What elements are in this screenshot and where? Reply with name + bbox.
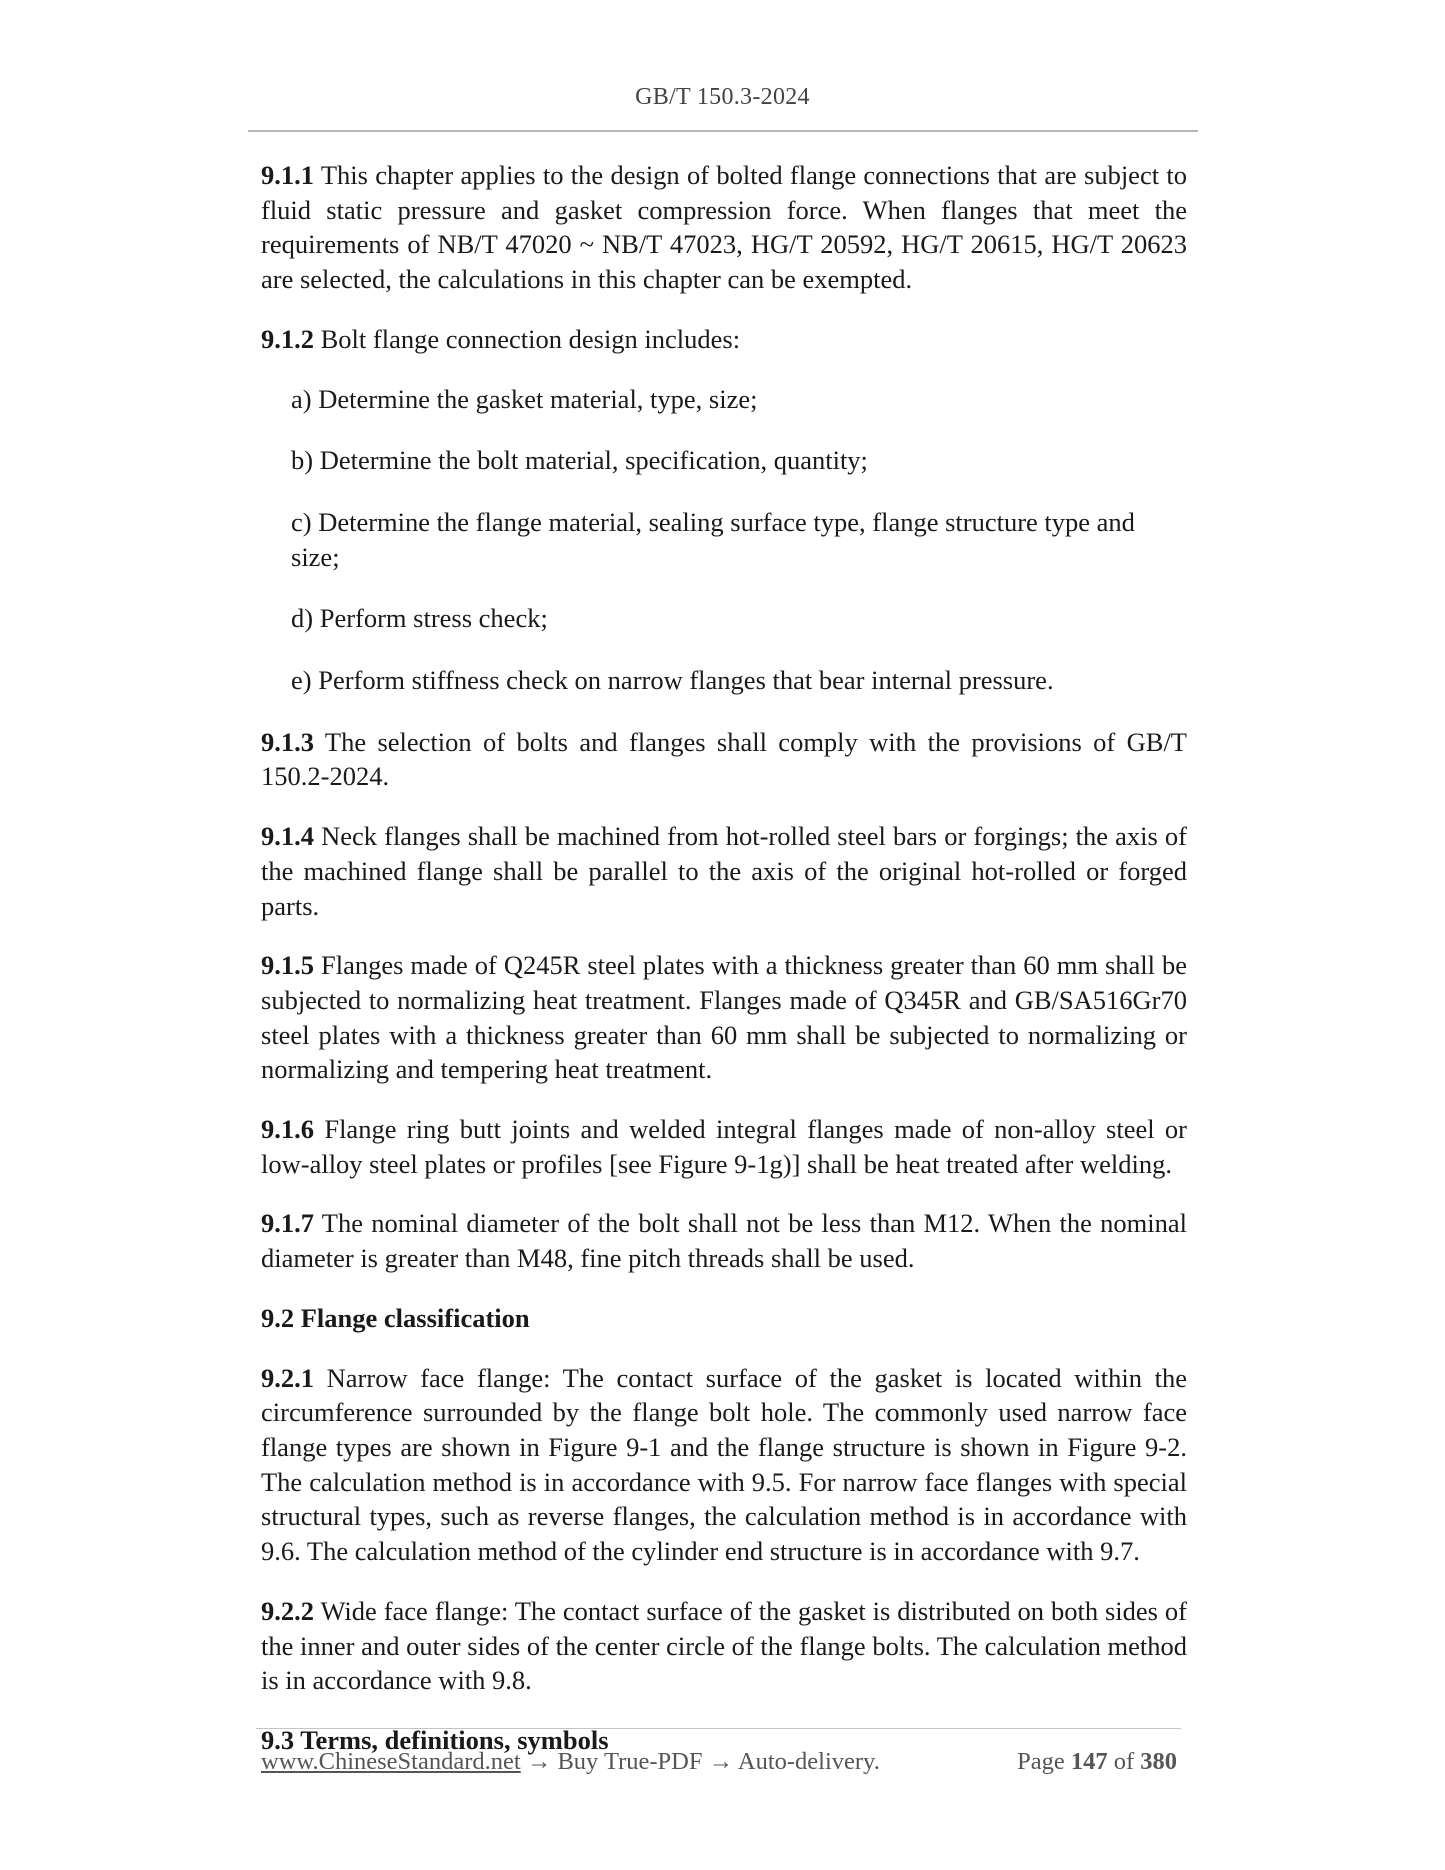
clause-9-1-4: [261, 819, 1187, 923]
arrow-right-icon: →: [526, 1748, 552, 1775]
footer-promo: [261, 1748, 880, 1776]
list-item: b) Determine the bolt material, specification, quantity;: [291, 445, 868, 476]
clause-text: Flanges made of Q245R steel plates with a thickness greater than 60 mm shall be subjected to normalizing heat treatment. Flanges made of Q345R and GB/SA516Gr70 steel plates with a thickness greater than 60 mm shall be subjected to normalizing or normalizing and tempering heat treatment.: [261, 950, 1188, 1085]
clause-9-1-1: [261, 158, 1187, 297]
clause-9-2-2: [261, 1594, 1187, 1698]
clause-text: Narrow face flange: The contact surface of the gasket is located within the circumference surrounded by the flange bolt hole. The commonly used narrow face flange types are shown in Figure 9-1 and the flange structure is shown in Figure 9-2. The calculation method is in accordance with 9.5. For narrow face flanges with special structural types, such as reverse flanges, the calculation method is in accordance with 9.6. The calculation method of the cylinder end structure is in accordance with 9.7.: [261, 1362, 1187, 1567]
clause-text: The nominal diameter of the bolt shall not be less than M12. When the nominal diameter is greater than M48, fine pitch threads shall be used.: [261, 1208, 1187, 1274]
clause-9-1-5: [261, 948, 1187, 1087]
clause-text: Flange ring butt joints and welded integral flanges made of non-alloy steel or low-alloy steel plates or profiles [see Figure 9-1g)] shall be heat treated after welding.: [261, 1114, 1188, 1179]
clause-9-1-3: [261, 725, 1187, 794]
website-link[interactable]: www.ChineseStandard.net: [261, 1748, 521, 1775]
clause-number: 9.1.6: [261, 1114, 314, 1145]
design-steps-list: [261, 382, 1187, 698]
total-pages: 380: [1140, 1748, 1177, 1775]
footer-divider: [256, 1728, 1181, 1729]
clause-9-2-1: [261, 1361, 1187, 1569]
clause-text: Wide face flange: The contact surface of the gasket is distributed on both sides of the inner and outer sides of the center circle of the flange bolts. The calculation method is in accordance with 9.8.: [261, 1595, 1187, 1696]
buy-pdf-text: Buy True-PDF: [557, 1748, 703, 1775]
clause-text: Bolt flange connection design includes:: [320, 323, 741, 354]
clause-number: 9.1.7: [261, 1208, 314, 1239]
section-heading-9-2: 9.2 Flange classification: [261, 1302, 530, 1333]
clause-number: 9.2.2: [261, 1595, 314, 1626]
section-heading-9-3: 9.3 Terms, definitions, symbols: [261, 1724, 609, 1755]
clause-number: 9.1.3: [261, 726, 314, 757]
auto-delivery-text: Auto-delivery.: [737, 1748, 880, 1775]
clause-9-1-7: [261, 1206, 1187, 1275]
clause-number: 9.2.1: [261, 1362, 314, 1393]
of-label: of: [1113, 1748, 1135, 1775]
clause-9-1-2: [261, 322, 1187, 357]
page-footer: [261, 1748, 1181, 1784]
clause-number: 9.1.5: [261, 950, 314, 981]
clause-number: 9.1.1: [261, 160, 314, 190]
page-header-title: GB/T 150.3-2024: [635, 84, 810, 110]
page-number: 147: [1070, 1748, 1108, 1775]
clause-9-1-6: [261, 1112, 1187, 1181]
header-divider: [248, 130, 1198, 132]
list-item: c) Determine the flange material, sealing surface type, flange structure type and size;: [291, 506, 1135, 572]
page-label: Page: [1017, 1748, 1065, 1775]
clause-number: 9.1.4: [261, 821, 314, 852]
list-item: e) Perform stiffness check on narrow flanges that bear internal pressure.: [291, 665, 1054, 696]
clause-text: Neck flanges shall be machined from hot-rolled steel bars or forgings; the axis of the machined flange shall be parallel to the axis of the original hot-rolled or forged parts.: [261, 821, 1188, 921]
clause-text: This chapter applies to the design of bolted flange connections that are subject to fluid static pressure and gasket compression force. When flanges that meet the requirements of NB/T 47020 ~ NB/T 47023, HG/T 20592, HG/T 20615, HG/T 20623 are selected, the calculations in this chapter can be exempted.: [261, 160, 1187, 295]
list-item: a) Determine the gasket material, type, size;: [291, 383, 758, 414]
clause-text: The selection of bolts and flanges shall comply with the provisions of GB/T 150.2-2024.: [261, 726, 1187, 792]
list-item: d) Perform stress check;: [291, 603, 548, 634]
clause-number: 9.1.2: [261, 323, 314, 354]
page-counter: [1017, 1748, 1177, 1776]
document-body: [261, 158, 1187, 1783]
arrow-right-icon: →: [708, 1748, 734, 1775]
